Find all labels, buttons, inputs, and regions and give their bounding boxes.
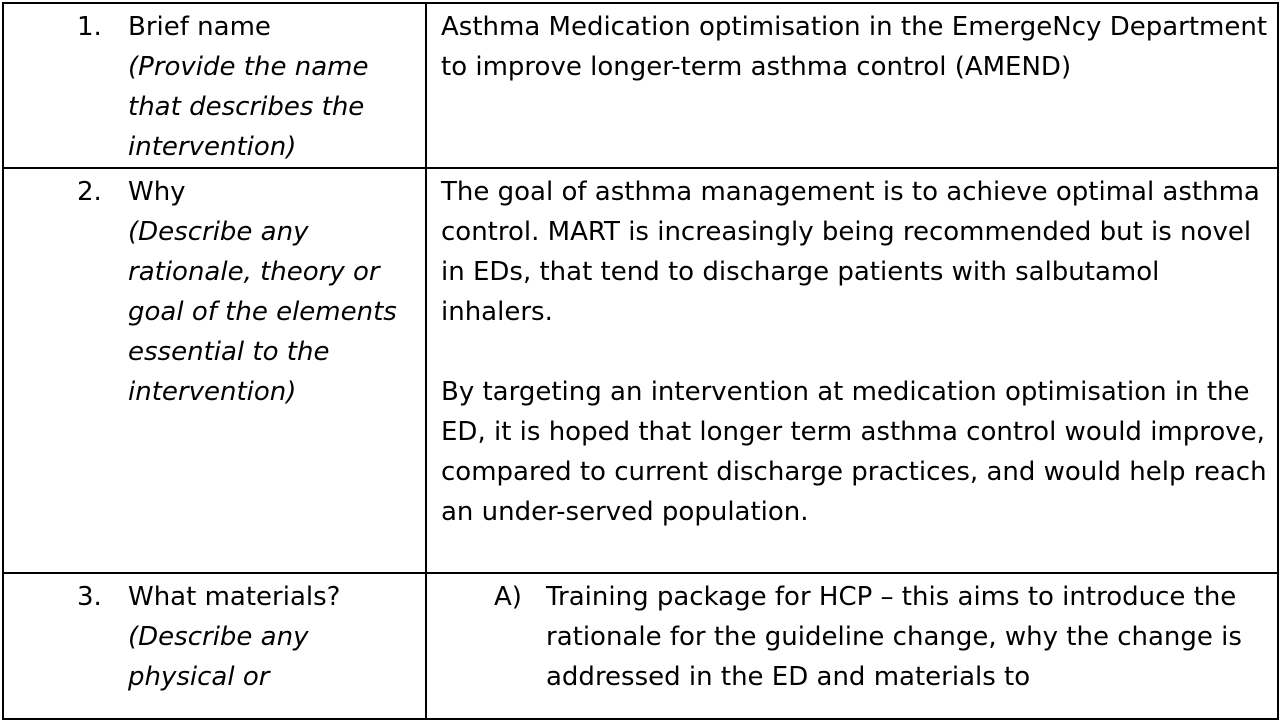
list-item <box>441 577 1269 697</box>
item-label: Why <box>128 177 186 207</box>
item-number: 3. <box>77 582 102 612</box>
table-row-why <box>3 168 1278 573</box>
item-number: 2. <box>77 177 102 207</box>
item-number: 1. <box>77 12 102 42</box>
item-content-cell <box>426 3 1278 168</box>
table-row-what-materials <box>3 573 1278 719</box>
content-paragraph: By targeting an intervention at medication optimisation in the ED, it is hoped that longer term asthma control would improve, compared to current discharge practices, and would help reach an under-served population. <box>441 377 1267 527</box>
item-hint: (Provide the name that describes the intervention) <box>128 52 369 162</box>
item-content-cell <box>426 573 1278 719</box>
item-hint: (Describe any rationale, theory or goal of the elements essential to the intervention) <box>128 217 397 407</box>
item-hint: (Describe any physical or <box>128 622 309 692</box>
item-label-cell <box>3 3 426 168</box>
content-paragraph: Asthma Medication optimisation in the EmergeNcy Department to improve longer-term asthma control (AMEND) <box>441 12 1268 82</box>
item-label-cell <box>3 573 426 719</box>
item-content-cell <box>426 168 1278 573</box>
item-label: Brief name <box>128 12 271 42</box>
table-row-brief-name <box>3 3 1278 168</box>
item-label-cell <box>3 168 426 573</box>
list-item-text: Training package for HCP – this aims to introduce the rationale for the guideline change, why the change is addressed in the ED and materials to <box>546 582 1242 692</box>
item-label: What materials? <box>128 582 341 612</box>
list-marker: A) <box>494 582 522 612</box>
content-paragraph: The goal of asthma management is to achieve optimal asthma control. MART is increasingly being recommended but is novel in EDs, that tend to discharge patients with salbutamol inhalers. <box>441 177 1260 327</box>
intervention-description-table <box>2 2 1279 720</box>
